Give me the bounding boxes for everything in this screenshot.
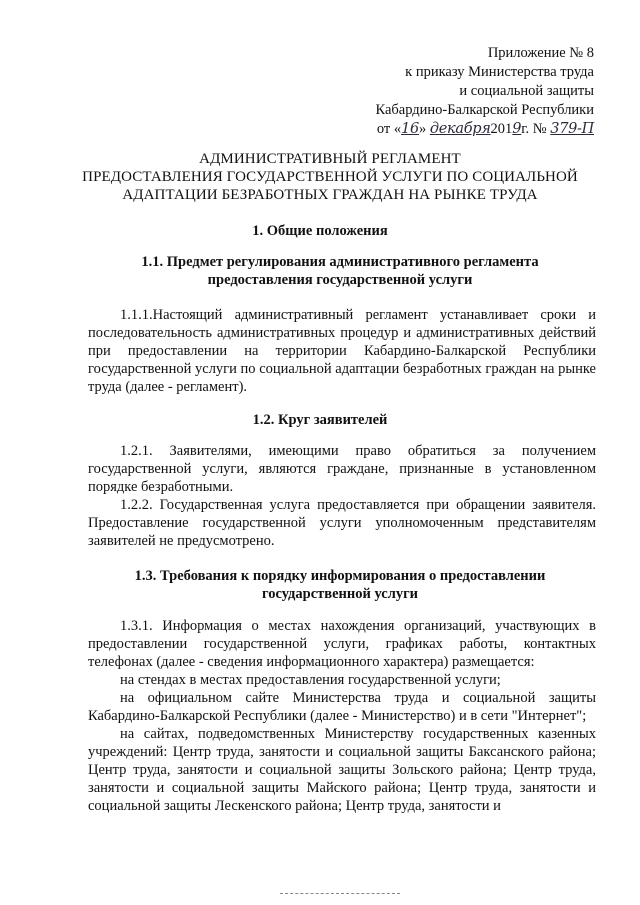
paragraph-text: 1.2.1. Заявителями, имеющими право обратиться за получением государственной услуги, являются граждане, признанные в установленном порядке безработными. [88,443,596,495]
section-heading-1-3 [100,567,580,603]
title-line: ПРЕДОСТАВЛЕНИЯ ГОСУДАРСТВЕННОЙ УСЛУГИ ПО СОЦИАЛЬНОЙ [82,169,578,185]
appendix-date-line [334,120,594,139]
section-heading-1-1 [100,253,580,289]
date-mid: » [418,121,430,137]
section-heading-1: 1. Общие положения [252,223,388,239]
title-line: АДАПТАЦИИ БЕЗРАБОТНЫХ ГРАЖДАН НА РЫНКЕ ТРУДА [122,187,538,203]
paragraph-text: на официальном сайте Министерства труда и социальной защиты Кабардино-Балкарской Республики (далее - Министерство) и в сети "Интернет"; [88,690,596,724]
date-year-suffix: г. № [521,121,551,137]
appendix-line: к приказу Министерства труда [405,64,594,80]
date-day-handwritten: 16 [401,121,419,137]
section-heading-1-2: 1.2. Круг заявителей [252,412,388,428]
date-month-handwritten: декабря [429,121,491,137]
appendix-line: Приложение № 8 [487,45,594,61]
heading-line: 1.3. Требования к порядку информирования о предоставлении [134,568,546,584]
date-prefix: от « [376,121,402,137]
paragraph-1-3-1 [88,617,596,815]
heading-line: 1.1. Предмет регулирования административного регламента [141,254,539,270]
document-title [60,150,600,204]
scan-edge-mark [280,893,400,898]
paragraph-1-2 [88,442,596,550]
date-year-digit-handwritten: 9 [512,121,522,137]
paragraph-text: 1.1.1.Настоящий административный регламент устанавливает сроки и последовательность административных процедур и административных действий при предоставлении на территории Кабардино-Балкарской Республики государственной услуги по социальной адаптации безработных граждан на рынке труда (далее - регламент). [88,307,596,395]
title-line: АДМИНИСТРАТИВНЫЙ РЕГЛАМЕНТ [199,151,461,167]
paragraph-text: 1.3.1. Информация о местах нахождения организаций, участвующих в предоставлении государственной услуги, графиках работы, контактных телефонах (далее - сведения информационного характера) размещается: [88,618,596,670]
heading-line: предоставления государственной услуги [207,272,473,288]
heading-line: государственной услуги [261,586,419,602]
date-year-pre: 201 [490,121,513,137]
paragraph-1-1-1 [88,306,596,396]
appendix-line: Кабардино-Балкарской Республики [375,102,594,118]
paragraph-text: на стендах в местах предоставления государственной услуги; [120,672,501,688]
paragraph-text: 1.2.2. Государственная услуга предоставляется при обращении заявителя. Предоставление государственной услуги уполномоченным представителям заявителей не предусмотрено. [88,497,596,549]
paragraph-text: на сайтах, подведомственных Министерству государственных казенных учреждений: Центр труда, занятости и социальной защиты Баксанского района; Центр труда, занятости и социальной защиты Зольского района; Центр труда, занятости и социальной защиты Майского района; Центр труда, занятости и социальной защиты Лескенского района; Центр труда, занятости и [88,726,596,814]
order-number-handwritten: 379-П [550,121,594,137]
appendix-block [334,44,594,139]
appendix-line: и социальной защиты [459,83,594,99]
